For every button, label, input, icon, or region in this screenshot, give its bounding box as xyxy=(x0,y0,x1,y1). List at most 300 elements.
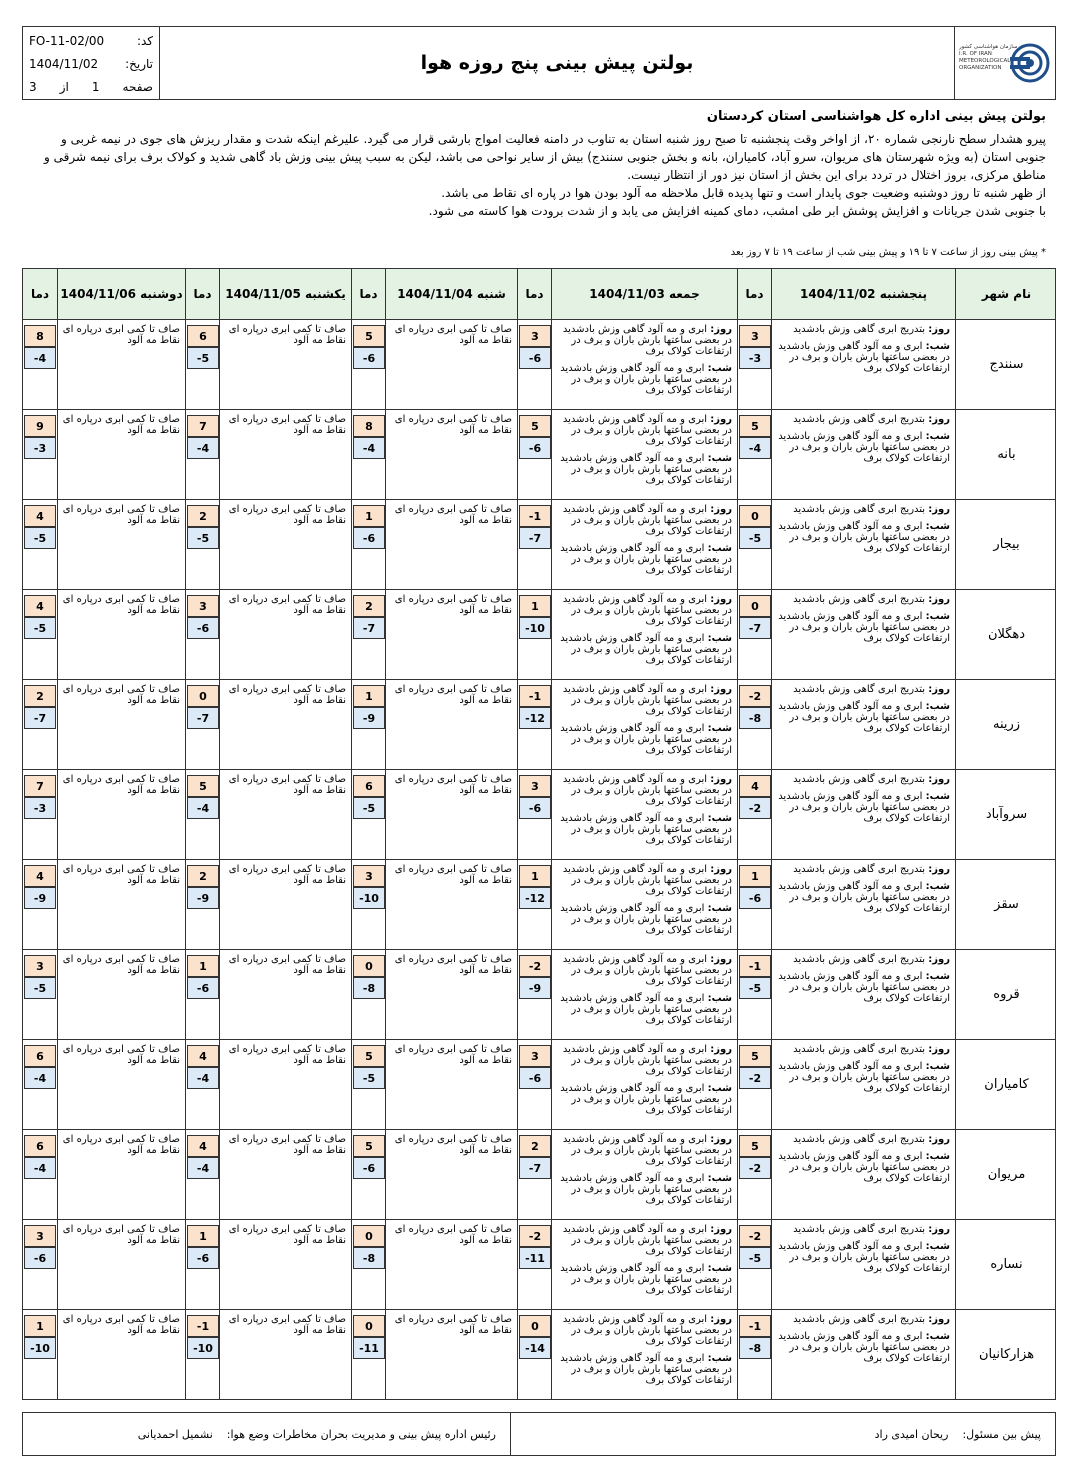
meteorological-organization-logo xyxy=(954,27,1055,99)
forecast-text: صاف تا کمی ابری درپاره ای نقاط مه آلود xyxy=(62,504,180,526)
header-day-5: دوشنبه 1404/11/06 xyxy=(57,269,185,319)
forecast-cell-day4 xyxy=(219,320,351,409)
night-forecast-text: ابری و مه آلود گاهی وزش بادشدید در بعضی ساعتها بارش باران و برف در ارتفاعات کولاک برف xyxy=(778,1151,950,1184)
day-forecast xyxy=(776,774,950,785)
temp-cell xyxy=(23,500,57,589)
temp-cell xyxy=(517,680,551,769)
day-forecast-label: روز: xyxy=(710,954,732,965)
max-temp-box: 4 xyxy=(24,865,56,887)
temp-cell xyxy=(185,680,219,769)
signature-footer xyxy=(22,1412,1056,1456)
temp-cell xyxy=(351,680,385,769)
temp-cell xyxy=(517,500,551,589)
temp-cell xyxy=(737,1220,771,1309)
temp-cell xyxy=(517,1310,551,1399)
header-city: نام شهر xyxy=(955,269,1057,319)
night-forecast-text: ابری و مه آلود گاهی وزش بادشدید در بعضی ساعتها بارش باران و برف در ارتفاعات کولاک برف xyxy=(560,633,732,666)
forecast-cell-day4 xyxy=(219,410,351,499)
forecast-text: صاف تا کمی ابری درپاره ای نقاط مه آلود xyxy=(394,324,512,346)
day-forecast-text: ابری و مه آلود گاهی وزش بادشدید در بعضی ساعتها بارش باران و برف در ارتفاعات کولاک برف xyxy=(562,774,732,807)
min-temp-box: -11 xyxy=(353,1337,385,1359)
night-forecast xyxy=(556,903,732,936)
forecast-cell-day3 xyxy=(385,680,517,769)
temp-cell xyxy=(23,950,57,1039)
max-temp-box: 3 xyxy=(739,325,771,347)
min-temp-box: -3 xyxy=(24,437,56,459)
forecast-text: صاف تا کمی ابری درپاره ای نقاط مه آلود xyxy=(62,1044,180,1066)
min-temp-box: -3 xyxy=(739,347,771,369)
header-temp-d3: دما xyxy=(351,269,385,319)
night-forecast xyxy=(776,611,950,644)
forecast-cell-day1 xyxy=(771,950,955,1039)
temp-cell xyxy=(351,410,385,499)
max-temp-box: -1 xyxy=(739,1315,771,1337)
max-temp-box: 0 xyxy=(353,955,385,977)
forecast-cell-day1 xyxy=(771,320,955,409)
max-temp-box: 1 xyxy=(353,685,385,707)
header-day-3: شنبه 1404/11/04 xyxy=(385,269,517,319)
night-forecast xyxy=(776,881,950,914)
city-name: سنندج xyxy=(955,320,1057,409)
header-temp-d2: دما xyxy=(517,269,551,319)
date-row xyxy=(29,54,153,74)
temp-cell xyxy=(185,1040,219,1129)
min-temp-box: -6 xyxy=(353,1157,385,1179)
day-forecast xyxy=(776,504,950,515)
forecast-cell-day3 xyxy=(385,590,517,679)
night-forecast-text: ابری و مه آلود گاهی وزش بادشدید در بعضی ساعتها بارش باران و برف در ارتفاعات کولاک برف xyxy=(778,341,950,374)
temp-cell xyxy=(351,590,385,679)
forecast-time-note: * پیش بینی روز از ساعت ۷ تا ۱۹ و پیش بینی شب از ساعت ۱۹ تا ۷ روز بعد xyxy=(730,247,1046,258)
temp-cell xyxy=(351,1130,385,1219)
page-current: 1 xyxy=(91,80,100,94)
min-temp-box: -11 xyxy=(519,1247,551,1269)
min-temp-box: -9 xyxy=(353,707,385,729)
day-forecast-text: بتدریج ابری گاهی وزش بادشدید xyxy=(793,1224,926,1235)
max-temp-box: 5 xyxy=(739,1135,771,1157)
forecast-text: صاف تا کمی ابری درپاره ای نقاط مه آلود xyxy=(62,864,180,886)
night-forecast xyxy=(776,431,950,464)
day-forecast xyxy=(556,954,732,987)
forecast-cell-day3 xyxy=(385,860,517,949)
forecast-cell-day5 xyxy=(57,770,185,859)
max-temp-box: 1 xyxy=(519,865,551,887)
day-forecast xyxy=(556,1134,732,1167)
temp-cell xyxy=(351,1220,385,1309)
forecast-text: صاف تا کمی ابری درپاره ای نقاط مه آلود xyxy=(228,774,346,796)
min-temp-box: -8 xyxy=(739,707,771,729)
min-temp-box: -4 xyxy=(24,347,56,369)
forecast-cell-day5 xyxy=(57,320,185,409)
max-temp-box: 4 xyxy=(24,595,56,617)
temp-cell xyxy=(23,1040,57,1129)
day-forecast-label: روز: xyxy=(710,1134,732,1145)
day-forecast xyxy=(556,324,732,357)
day-forecast-text: بتدریج ابری گاهی وزش بادشدید xyxy=(793,504,926,515)
forecast-cell-day5 xyxy=(57,1220,185,1309)
max-temp-box: 9 xyxy=(24,415,56,437)
header-temp-d5: دما xyxy=(30,287,50,301)
day-forecast xyxy=(776,324,950,335)
min-temp-box: -8 xyxy=(353,1247,385,1269)
min-temp-box: -5 xyxy=(353,797,385,819)
city-name: سروآباد xyxy=(955,770,1057,859)
head-label: رئیس اداره پیش بینی و مدیریت بحران مخاطرات وضع هوا: xyxy=(226,1427,496,1441)
max-temp-box: 1 xyxy=(187,1225,219,1247)
night-forecast xyxy=(776,701,950,734)
code-label: کد: xyxy=(136,34,153,48)
night-forecast-text: ابری و مه آلود گاهی وزش بادشدید در بعضی ساعتها بارش باران و برف در ارتفاعات کولاک برف xyxy=(560,903,732,936)
temp-cell xyxy=(517,1040,551,1129)
day-forecast xyxy=(556,594,732,627)
table-row xyxy=(22,770,1056,860)
forecast-text: صاف تا کمی ابری درپاره ای نقاط مه آلود xyxy=(62,324,180,346)
day-forecast xyxy=(556,414,732,447)
temp-cell xyxy=(23,1130,57,1219)
night-forecast xyxy=(556,1263,732,1296)
forecast-cell-day2 xyxy=(551,500,737,589)
forecast-cell-day4 xyxy=(219,590,351,679)
min-temp-box: -3 xyxy=(24,797,56,819)
temp-cell xyxy=(23,770,57,859)
min-temp-box: -4 xyxy=(187,797,219,819)
max-temp-box: -1 xyxy=(519,685,551,707)
night-forecast-text: ابری و مه آلود گاهی وزش بادشدید در بعضی ساعتها بارش باران و برف در ارتفاعات کولاک برف xyxy=(560,543,732,576)
logo-text: سازمان هواشناسی کشور I.R. OF IRAN METEOROLOGICAL ORGANIZATION xyxy=(959,44,1018,71)
max-temp-box: 3 xyxy=(519,1045,551,1067)
forecast-cell-day5 xyxy=(57,950,185,1039)
max-temp-box: -2 xyxy=(739,685,771,707)
night-forecast-label: شب: xyxy=(707,363,732,374)
min-temp-box: -12 xyxy=(519,887,551,909)
table-row xyxy=(22,860,1056,950)
night-forecast-label: شب: xyxy=(925,881,950,892)
temp-cell xyxy=(185,1130,219,1219)
night-forecast xyxy=(556,543,732,576)
forecast-cell-day4 xyxy=(219,1220,351,1309)
forecaster-label: پیش بین مسئول: xyxy=(962,1427,1041,1441)
min-temp-box: -6 xyxy=(519,437,551,459)
day-forecast-text: بتدریج ابری گاهی وزش بادشدید xyxy=(793,1044,926,1055)
night-forecast-label: شب: xyxy=(707,993,732,1004)
intro-paragraph-2: از ظهر شنبه تا روز دوشنبه وضعیت جوی پایدار است و تنها پدیده قابل ملاحظه مه آلود بودن هوا در پاره ای نقاط می باشد. xyxy=(441,186,1046,200)
max-temp-box: 1 xyxy=(519,595,551,617)
day-forecast-text: بتدریج ابری گاهی وزش بادشدید xyxy=(793,594,926,605)
min-temp-box: -9 xyxy=(187,887,219,909)
day-forecast xyxy=(776,594,950,605)
night-forecast xyxy=(556,633,732,666)
night-forecast-label: شب: xyxy=(925,1061,950,1072)
forecast-text: صاف تا کمی ابری درپاره ای نقاط مه آلود xyxy=(228,1044,346,1066)
forecast-cell-day5 xyxy=(57,410,185,499)
night-forecast-label: شب: xyxy=(925,1241,950,1252)
max-temp-box: 1 xyxy=(24,1315,56,1337)
temp-cell xyxy=(23,590,57,679)
intro-section xyxy=(30,108,1046,220)
temp-cell xyxy=(23,320,57,409)
bulletin-header xyxy=(22,26,1056,100)
table-row xyxy=(22,410,1056,500)
max-temp-box: -1 xyxy=(519,505,551,527)
city-name: زرینه xyxy=(955,680,1057,769)
forecast-cell-day2 xyxy=(551,950,737,1039)
forecast-text: صاف تا کمی ابری درپاره ای نقاط مه آلود xyxy=(62,414,180,436)
night-forecast-text: ابری و مه آلود گاهی وزش بادشدید در بعضی ساعتها بارش باران و برف در ارتفاعات کولاک برف xyxy=(560,363,732,396)
page-label: صفحه xyxy=(122,80,153,94)
intro-paragraph-1: پیرو هشدار سطح نارنجی شماره ۲۰، از اواخر وقت پنجشنبه تا صبح روز شنبه استان به تناوب در دامنه فعالیت امواج بارشی قرار می گیرد. علیرغم اینکه شدت و مقدار ریزش های جوی در نیمه غربی و جنوبی استان (به ویژه شهرستان های مریوان، سرو آباد، کامیاران، بانه و بخش جنوبی سنندج) بیش از سایر نواحی می باشد، لیکن به سبب پیش بینی وزش باد گاهی شدید و کولاک برف برای نیمه شرقی و مناطق مرکزی، بروز اختلال در تردد برای این بخش از استان نیز دور از انتظار نیست. xyxy=(44,132,1046,182)
day-forecast xyxy=(556,1314,732,1347)
max-temp-box: 2 xyxy=(187,505,219,527)
night-forecast-text: ابری و مه آلود گاهی وزش بادشدید در بعضی ساعتها بارش باران و برف در ارتفاعات کولاک برف xyxy=(560,813,732,846)
night-forecast-label: شب: xyxy=(707,813,732,824)
forecast-cell-day2 xyxy=(551,320,737,409)
table-row xyxy=(22,1130,1056,1220)
max-temp-box: 1 xyxy=(739,865,771,887)
night-forecast-label: شب: xyxy=(925,971,950,982)
day-forecast xyxy=(776,684,950,695)
temp-cell xyxy=(185,320,219,409)
max-temp-box: 0 xyxy=(353,1225,385,1247)
forecast-cell-day1 xyxy=(771,1130,955,1219)
temp-cell xyxy=(737,680,771,769)
min-temp-box: -5 xyxy=(24,977,56,999)
min-temp-box: -5 xyxy=(739,977,771,999)
forecast-cell-day1 xyxy=(771,590,955,679)
max-temp-box: 8 xyxy=(353,415,385,437)
day-forecast-label: روز: xyxy=(928,684,950,695)
forecast-text: صاف تا کمی ابری درپاره ای نقاط مه آلود xyxy=(228,684,346,706)
day-forecast-label: روز: xyxy=(710,1314,732,1325)
night-forecast-label: شب: xyxy=(707,543,732,554)
max-temp-box: 5 xyxy=(739,1045,771,1067)
forecast-text: صاف تا کمی ابری درپاره ای نقاط مه آلود xyxy=(62,1134,180,1156)
day-forecast xyxy=(556,1224,732,1257)
max-temp-box: 3 xyxy=(187,595,219,617)
min-temp-box: -6 xyxy=(187,617,219,639)
forecast-cell-day5 xyxy=(57,1130,185,1219)
night-forecast xyxy=(776,791,950,824)
forecast-text: صاف تا کمی ابری درپاره ای نقاط مه آلود xyxy=(228,594,346,616)
day-forecast-label: روز: xyxy=(928,594,950,605)
max-temp-box: 3 xyxy=(353,865,385,887)
night-forecast-label: شب: xyxy=(707,1173,732,1184)
forecast-cell-day4 xyxy=(219,860,351,949)
forecast-cell-day3 xyxy=(385,770,517,859)
night-forecast xyxy=(556,813,732,846)
temp-cell xyxy=(737,590,771,679)
night-forecast xyxy=(776,1331,950,1364)
min-temp-box: -7 xyxy=(519,527,551,549)
night-forecast-text: ابری و مه آلود گاهی وزش بادشدید در بعضی ساعتها بارش باران و برف در ارتفاعات کولاک برف xyxy=(560,1173,732,1206)
temp-cell xyxy=(185,500,219,589)
min-temp-box: -5 xyxy=(24,527,56,549)
max-temp-box: 3 xyxy=(519,325,551,347)
min-temp-box: -5 xyxy=(187,527,219,549)
day-forecast xyxy=(556,864,732,897)
table-row xyxy=(22,590,1056,680)
temp-cell xyxy=(185,770,219,859)
forecast-cell-day3 xyxy=(385,1310,517,1399)
day-forecast-label: روز: xyxy=(710,414,732,425)
min-temp-box: -7 xyxy=(24,707,56,729)
day-forecast-label: روز: xyxy=(928,1134,950,1145)
day-forecast-label: روز: xyxy=(928,864,950,875)
max-temp-box: 4 xyxy=(187,1045,219,1067)
day-forecast-label: روز: xyxy=(710,684,732,695)
forecast-cell-day1 xyxy=(771,680,955,769)
temp-cell xyxy=(23,680,57,769)
max-temp-box: 6 xyxy=(187,325,219,347)
document-meta xyxy=(23,27,160,99)
forecast-cell-day2 xyxy=(551,1040,737,1129)
max-temp-box: 5 xyxy=(739,415,771,437)
max-temp-box: 6 xyxy=(24,1135,56,1157)
night-forecast-text: ابری و مه آلود گاهی وزش بادشدید در بعضی ساعتها بارش باران و برف در ارتفاعات کولاک برف xyxy=(560,1263,732,1296)
forecast-cell-day1 xyxy=(771,1040,955,1129)
min-temp-box: -4 xyxy=(187,1157,219,1179)
forecast-cell-day5 xyxy=(57,500,185,589)
min-temp-box: -10 xyxy=(24,1337,56,1359)
forecast-cell-day3 xyxy=(385,1130,517,1219)
forecast-text: صاف تا کمی ابری درپاره ای نقاط مه آلود xyxy=(228,504,346,526)
day-forecast-text: ابری و مه آلود گاهی وزش بادشدید در بعضی ساعتها بارش باران و برف در ارتفاعات کولاک برف xyxy=(562,1044,732,1077)
night-forecast-label: شب: xyxy=(925,431,950,442)
min-temp-box: -10 xyxy=(187,1337,219,1359)
min-temp-box: -10 xyxy=(353,887,385,909)
night-forecast xyxy=(556,363,732,396)
night-forecast-label: شب: xyxy=(707,1353,732,1364)
max-temp-box: 5 xyxy=(353,1135,385,1157)
forecast-cell-day1 xyxy=(771,1310,955,1399)
forecast-text: صاف تا کمی ابری درپاره ای نقاط مه آلود xyxy=(394,684,512,706)
city-name: نساره xyxy=(955,1220,1057,1309)
table-row xyxy=(22,1310,1056,1400)
code-row xyxy=(29,31,153,51)
min-temp-box: -4 xyxy=(24,1157,56,1179)
night-forecast-label: شب: xyxy=(707,723,732,734)
max-temp-box: 5 xyxy=(353,1045,385,1067)
forecast-cell-day3 xyxy=(385,500,517,589)
day-forecast-label: روز: xyxy=(928,504,950,515)
min-temp-box: -6 xyxy=(739,887,771,909)
night-forecast-label: شب: xyxy=(707,1083,732,1094)
forecast-cell-day1 xyxy=(771,500,955,589)
min-temp-box: -9 xyxy=(519,977,551,999)
day-forecast-label: روز: xyxy=(710,864,732,875)
temp-cell xyxy=(351,320,385,409)
day-forecast xyxy=(776,1044,950,1055)
temp-cell xyxy=(185,410,219,499)
max-temp-box: 7 xyxy=(187,415,219,437)
day-forecast-label: روز: xyxy=(710,774,732,785)
day-forecast-text: ابری و مه آلود گاهی وزش بادشدید در بعضی ساعتها بارش باران و برف در ارتفاعات کولاک برف xyxy=(562,324,732,357)
night-forecast xyxy=(556,453,732,486)
temp-cell xyxy=(737,1310,771,1399)
day-forecast-text: ابری و مه آلود گاهی وزش بادشدید در بعضی ساعتها بارش باران و برف در ارتفاعات کولاک برف xyxy=(562,1224,732,1257)
forecast-text: صاف تا کمی ابری درپاره ای نقاط مه آلود xyxy=(394,1224,512,1246)
header-day-1: پنجشنبه 1404/11/02 xyxy=(771,269,955,319)
forecast-cell-day5 xyxy=(57,1310,185,1399)
header-temp-d1: دما xyxy=(737,269,771,319)
night-forecast-label: شب: xyxy=(707,903,732,914)
max-temp-box: 3 xyxy=(519,775,551,797)
max-temp-box: -1 xyxy=(739,955,771,977)
forecast-cell-day2 xyxy=(551,1310,737,1399)
page-title: بولتن پیش بینی پنج روزه هوا xyxy=(420,52,694,74)
forecast-cell-day3 xyxy=(385,410,517,499)
city-name: سقز xyxy=(955,860,1057,949)
temp-cell xyxy=(185,590,219,679)
day-forecast-text: ابری و مه آلود گاهی وزش بادشدید در بعضی ساعتها بارش باران و برف در ارتفاعات کولاک برف xyxy=(562,954,732,987)
day-forecast-text: ابری و مه آلود گاهی وزش بادشدید در بعضی ساعتها بارش باران و برف در ارتفاعات کولاک برف xyxy=(562,594,732,627)
city-name: مریوان xyxy=(955,1130,1057,1219)
night-forecast-text: ابری و مه آلود گاهی وزش بادشدید در بعضی ساعتها بارش باران و برف در ارتفاعات کولاک برف xyxy=(560,993,732,1026)
day-forecast-label: روز: xyxy=(710,1224,732,1235)
page-of: از xyxy=(59,80,69,94)
forecast-text: صاف تا کمی ابری درپاره ای نقاط مه آلود xyxy=(394,1044,512,1066)
date-value: 1404/11/02 xyxy=(29,57,99,71)
day-forecast-label: روز: xyxy=(710,1044,732,1055)
forecast-cell-day2 xyxy=(551,410,737,499)
max-temp-box: 7 xyxy=(24,775,56,797)
min-temp-box: -5 xyxy=(353,1067,385,1089)
temp-cell xyxy=(737,320,771,409)
max-temp-box: 4 xyxy=(187,1135,219,1157)
temp-cell xyxy=(517,590,551,679)
min-temp-box: -10 xyxy=(519,617,551,639)
max-temp-box: 4 xyxy=(24,505,56,527)
forecast-cell-day1 xyxy=(771,860,955,949)
night-forecast-text: ابری و مه آلود گاهی وزش بادشدید در بعضی ساعتها بارش باران و برف در ارتفاعات کولاک برف xyxy=(778,521,950,554)
temp-cell xyxy=(517,1220,551,1309)
night-forecast-text: ابری و مه آلود گاهی وزش بادشدید در بعضی ساعتها بارش باران و برف در ارتفاعات کولاک برف xyxy=(778,971,950,1004)
day-forecast xyxy=(776,1314,950,1325)
temp-cell xyxy=(517,950,551,1039)
min-temp-box: -4 xyxy=(187,437,219,459)
header-day-2: جمعه 1404/11/03 xyxy=(551,269,737,319)
night-forecast xyxy=(776,1061,950,1094)
min-temp-box: -6 xyxy=(353,527,385,549)
forecast-cell-day1 xyxy=(771,410,955,499)
min-temp-box: -5 xyxy=(739,1247,771,1269)
temp-cell xyxy=(737,1040,771,1129)
day-forecast xyxy=(776,1134,950,1145)
night-forecast-text: ابری و مه آلود گاهی وزش بادشدید در بعضی ساعتها بارش باران و برف در ارتفاعات کولاک برف xyxy=(778,881,950,914)
day-forecast-text: ابری و مه آلود گاهی وزش بادشدید در بعضی ساعتها بارش باران و برف در ارتفاعات کولاک برف xyxy=(562,1314,732,1347)
forecast-text: صاف تا کمی ابری درپاره ای نقاط مه آلود xyxy=(62,1224,180,1246)
night-forecast xyxy=(556,993,732,1026)
temp-cell xyxy=(517,320,551,409)
night-forecast-text: ابری و مه آلود گاهی وزش بادشدید در بعضی ساعتها بارش باران و برف در ارتفاعات کولاک برف xyxy=(560,723,732,756)
night-forecast xyxy=(776,1241,950,1274)
night-forecast xyxy=(776,521,950,554)
min-temp-box: -2 xyxy=(739,797,771,819)
temp-cell xyxy=(737,860,771,949)
head-name: نشمیل احمدیانی xyxy=(137,1427,213,1441)
night-forecast xyxy=(776,341,950,374)
forecast-cell-day2 xyxy=(551,1130,737,1219)
table-row xyxy=(22,500,1056,590)
night-forecast-label: شب: xyxy=(925,1151,950,1162)
day-forecast-label: روز: xyxy=(928,324,950,335)
forecast-text: صاف تا کمی ابری درپاره ای نقاط مه آلود xyxy=(394,864,512,886)
city-name: هزارکانیان xyxy=(955,1310,1057,1399)
forecast-cell-day5 xyxy=(57,1040,185,1129)
min-temp-box: -7 xyxy=(353,617,385,639)
temp-cell xyxy=(23,410,57,499)
night-forecast-text: ابری و مه آلود گاهی وزش بادشدید در بعضی ساعتها بارش باران و برف در ارتفاعات کولاک برف xyxy=(560,1353,732,1386)
max-temp-box: 8 xyxy=(24,325,56,347)
